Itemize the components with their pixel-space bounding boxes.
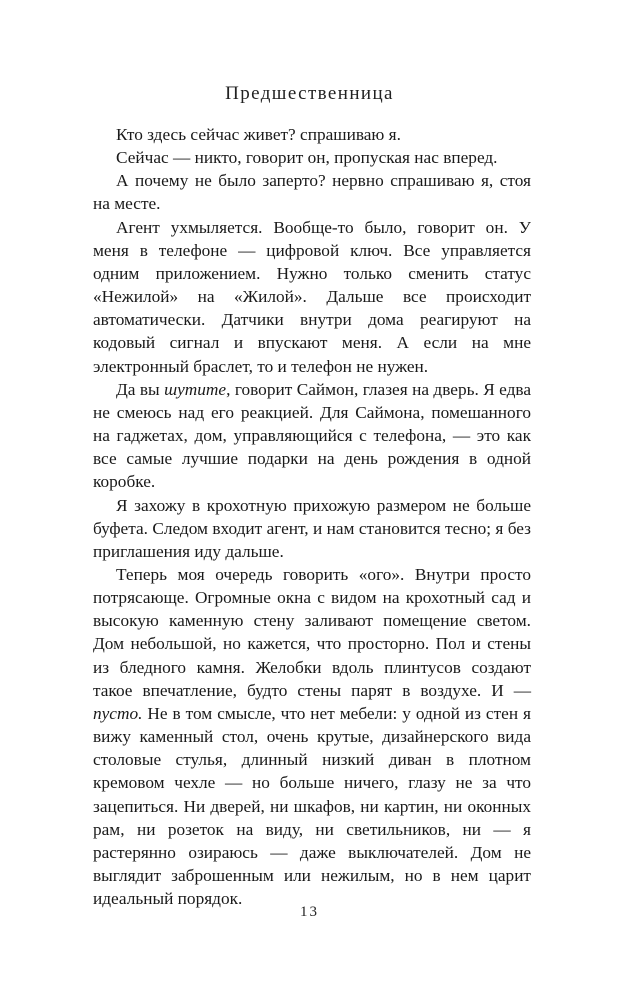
- paragraph-text: Не в том смысле, что нет мебели: у одной из стен я вижу каменный стол, очень крутые, дизайнерского вида столовые стулья, длинный низкий диван в плотном кремовом чехле — но больше ничего, глазу не за что зацепиться. Ни дверей, ни шкафов, ни картин, ни оконных рам, ни розеток на виду, ни светильников, ни — я растерянно озираюсь — даже выключателей. Дом не выглядит заброшенным или нежилым, но в нем царит идеальный порядок.: [93, 703, 531, 909]
- paragraph-text: , говорит Саймон, глазея на дверь. Я едва не смеюсь над его реакцией. Для Саймона, помешанного на гаджетах, дом, управляющийся с телефона, — это как все самые лучшие подарки на день рождения в одной коробке.: [93, 379, 532, 492]
- paragraph-text: Да вы: [116, 379, 165, 399]
- paragraph: [93, 378, 531, 494]
- paragraph: Кто здесь сейчас живет? спрашиваю я.: [116, 125, 401, 144]
- paragraph: Агент ухмыляется. Вообще-то было, говорит он. У меня в телефоне — цифровой ключ. Все управляется одним приложением. Нужно только сменить статус «Нежилой» на «Жилой». Дальше все происходит автоматически. Датчики внутри дома реагируют на кодовый сигнал и впускают меня. А если на мне электронный браслет, то и телефон не нужен.: [93, 217, 531, 376]
- italic-emphasis: шутите: [164, 379, 227, 399]
- page-number: 13: [300, 904, 319, 920]
- running-head: Предшественница: [225, 83, 394, 104]
- paragraph: [93, 563, 531, 910]
- paragraph-text: Теперь моя очередь говорить «ого». Внутри просто потрясающе. Огромные окна с видом на крохотный сад и высокую каменную стену заливают помещение светом. Дом небольшой, но кажется, что просторно. Пол и стены из бледного камня. Желобки вдоль плинтусов создают такое впечатление, будто стены парят в воздухе. И —: [93, 564, 531, 700]
- body-text: [93, 123, 531, 910]
- paragraph: Сейчас — никто, говорит он, пропуская нас вперед.: [116, 148, 498, 168]
- paragraph: Я захожу в крохотную прихожую размером не больше буфета. Следом входит агент, и нам становится тесно; я без приглашения иду дальше.: [93, 495, 531, 561]
- italic-emphasis: пусто.: [93, 703, 143, 723]
- paragraph: А почему не было заперто? нервно спрашиваю я, стоя на месте.: [93, 171, 531, 214]
